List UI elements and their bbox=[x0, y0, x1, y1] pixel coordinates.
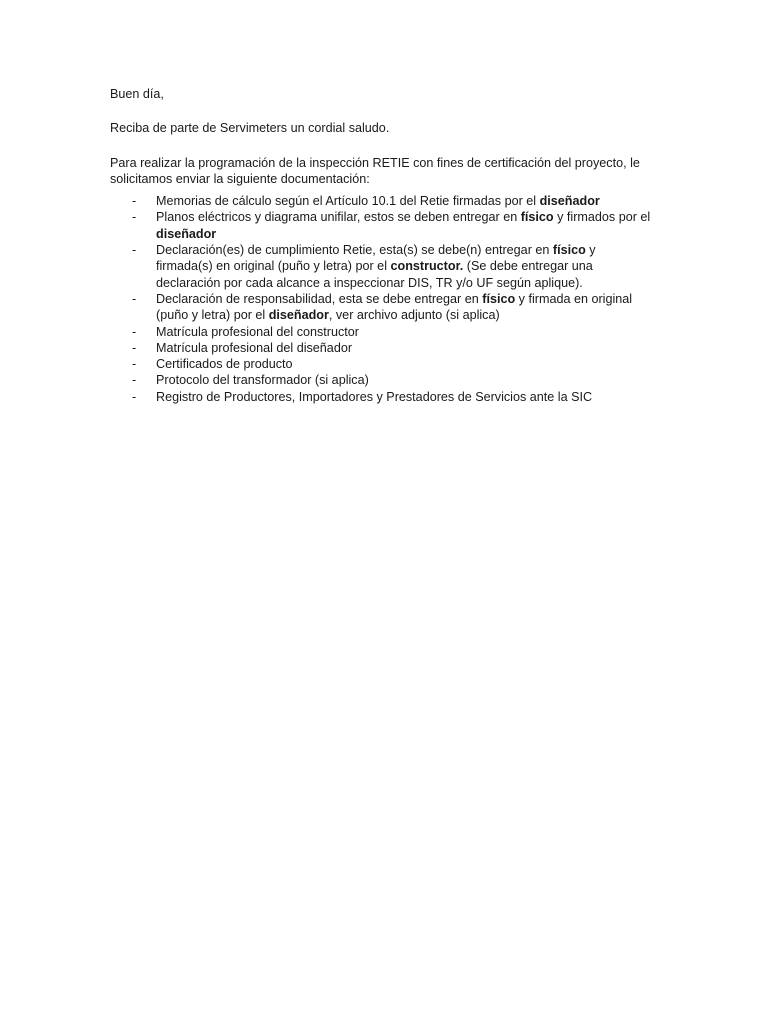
bullet-dash: - bbox=[132, 340, 137, 355]
list-item bbox=[110, 291, 655, 324]
emphasis-text: físico bbox=[482, 291, 516, 306]
list-item bbox=[110, 389, 655, 405]
item-text: , ver archivo adjunto (si aplica) bbox=[328, 308, 500, 323]
bullet-dash: - bbox=[132, 194, 137, 209]
bullet-dash: - bbox=[132, 373, 137, 388]
document-page bbox=[110, 86, 655, 405]
item-text: Declaración(es) de cumplimiento Retie, esta(s) se debe(n) entregar en bbox=[156, 243, 553, 258]
item-text: (Se debe entregar una declaración por cada alcance a inspeccionar DIS, TR y/o UF según aplique). bbox=[156, 259, 593, 290]
item-text: Planos eléctricos y diagrama unifilar, estos se deben entregar en bbox=[156, 210, 521, 225]
requirements-list bbox=[110, 193, 655, 405]
emphasis-text: diseñador bbox=[539, 194, 600, 209]
item-text: Memorias de cálculo según el Artículo 10.1 del Retie firmadas por el bbox=[156, 194, 540, 209]
salutation: Reciba de parte de Servimeters un cordial saludo. bbox=[110, 121, 390, 136]
item-text: y firmados por el bbox=[553, 210, 651, 225]
item-text: Protocolo del transformador (si aplica) bbox=[156, 373, 369, 388]
greeting: Buen día, bbox=[110, 87, 164, 101]
item-text: Declaración de responsabilidad, esta se debe entregar en bbox=[156, 291, 483, 306]
emphasis-text: físico bbox=[552, 243, 586, 258]
list-item bbox=[110, 193, 655, 209]
bullet-dash: - bbox=[132, 243, 137, 258]
emphasis-text: físico bbox=[520, 210, 554, 225]
emphasis-text: diseñador bbox=[156, 226, 217, 241]
list-item bbox=[110, 372, 655, 388]
bullet-dash: - bbox=[132, 210, 137, 225]
bullet-dash: - bbox=[132, 324, 137, 339]
bullet-dash: - bbox=[132, 291, 137, 306]
item-text: y firmada(s) en original (puño y letra) por el bbox=[156, 243, 596, 274]
list-item bbox=[110, 340, 655, 356]
item-text: y firmada en original (puño y letra) por el bbox=[156, 291, 633, 323]
item-text: Matrícula profesional del constructor bbox=[156, 324, 359, 339]
list-item bbox=[110, 324, 655, 340]
emphasis-text: diseñador bbox=[268, 308, 329, 323]
item-text: Certificados de producto bbox=[156, 357, 293, 372]
bullet-dash: - bbox=[132, 389, 137, 404]
item-text: Matrícula profesional del diseñador bbox=[156, 340, 353, 355]
list-item bbox=[110, 242, 655, 291]
intro-paragraph: Para realizar la programación de la inspección RETIE con fines de certificación del proyecto, le solicitamos enviar la siguiente documentación: bbox=[110, 155, 640, 186]
bullet-dash: - bbox=[132, 357, 137, 372]
item-text: Registro de Productores, Importadores y Prestadores de Servicios ante la SIC bbox=[156, 389, 593, 404]
list-item bbox=[110, 356, 655, 372]
emphasis-text: constructor. bbox=[390, 259, 464, 274]
list-item bbox=[110, 209, 655, 242]
